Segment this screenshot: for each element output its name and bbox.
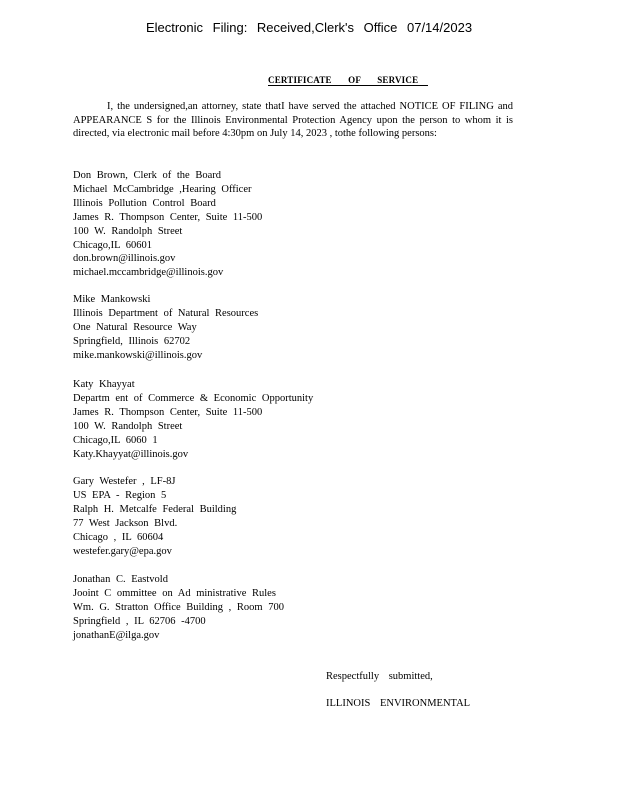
recipient-line: One Natural Resource Way: [73, 321, 197, 333]
intro-paragraph: I, the undersigned,an attorney, state thatI have served the attached NOTICE OF FILING and APPEARANCE S for the Illinois Environmental Protection Agency upon the person to whom it is directed, via electronic mail before 4:30pm on July 14, 2023 , tothe following persons:: [73, 101, 513, 140]
recipient-line: Katy Khayyat: [73, 379, 135, 390]
document-title: [0, 75, 618, 86]
recipient-line: Chicago , IL 60604: [73, 531, 164, 543]
recipient-email: mike.mankowski@illinois.gov: [73, 349, 203, 361]
recipient-email: michael.mccambridge@illinois.gov: [73, 267, 224, 279]
recipient-line: James R. Thompson Center, Suite 11-500: [73, 211, 263, 223]
recipient-line: Michael McCambridge ,Hearing Officer: [73, 183, 252, 195]
recipient-line: Illinois Pollution Control Board: [73, 197, 216, 209]
recipient-line: Mike Mankowski: [73, 294, 151, 305]
certificate-of-service-title: CERTIFICATE OF SERVICE: [268, 75, 428, 86]
recipient-block: [73, 169, 373, 280]
recipient-line: Ralph H. Metcalfe Federal Building: [73, 503, 237, 515]
recipient-email: Katy.Khayyat@illinois.gov: [73, 448, 189, 460]
recipient-line: Springfield, Illinois 62702: [73, 335, 191, 347]
recipient-line: Departm ent of Commerce & Economic Opportunity: [73, 392, 314, 404]
recipient-block: [73, 475, 373, 558]
recipient-line: Chicago,IL 6060 1: [73, 434, 158, 446]
recipient-line: 77 West Jackson Blvd.: [73, 517, 178, 529]
recipient-line: 100 W. Randolph Street: [73, 225, 183, 237]
closing-respectfully-submitted: Respectfully submitted,: [326, 671, 433, 682]
recipient-email: jonathanE@ilga.gov: [73, 629, 160, 641]
recipient-block: [73, 378, 373, 461]
recipient-line: Gary Westefer , LF-8J: [73, 476, 176, 487]
recipient-line: Jooint C ommittee on Ad ministrative Rules: [73, 587, 276, 599]
recipient-block: [73, 293, 373, 363]
recipient-line: Jonathan C. Eastvold: [73, 574, 168, 585]
recipient-line: Illinois Department of Natural Resources: [73, 307, 259, 319]
recipient-line: Springfield , IL 62706 -4700: [73, 615, 206, 627]
recipient-line: US EPA - Region 5: [73, 489, 167, 501]
electronic-filing-header: Electronic Filing: Received,Clerk's Office 07/14/2023: [145, 20, 473, 35]
recipient-line: Chicago,IL 60601: [73, 239, 153, 251]
recipient-email: don.brown@illinois.gov: [73, 253, 176, 265]
recipient-line: Don Brown, Clerk of the Board: [73, 170, 221, 181]
recipient-block: [73, 573, 373, 643]
recipient-line: 100 W. Randolph Street: [73, 420, 183, 432]
closing-agency-name: ILLINOIS ENVIRONMENTAL: [326, 698, 471, 709]
recipient-email: westefer.gary@epa.gov: [73, 545, 172, 557]
recipient-line: Wm. G. Stratton Office Building , Room 700: [73, 601, 284, 613]
recipient-line: James R. Thompson Center, Suite 11-500: [73, 406, 263, 418]
